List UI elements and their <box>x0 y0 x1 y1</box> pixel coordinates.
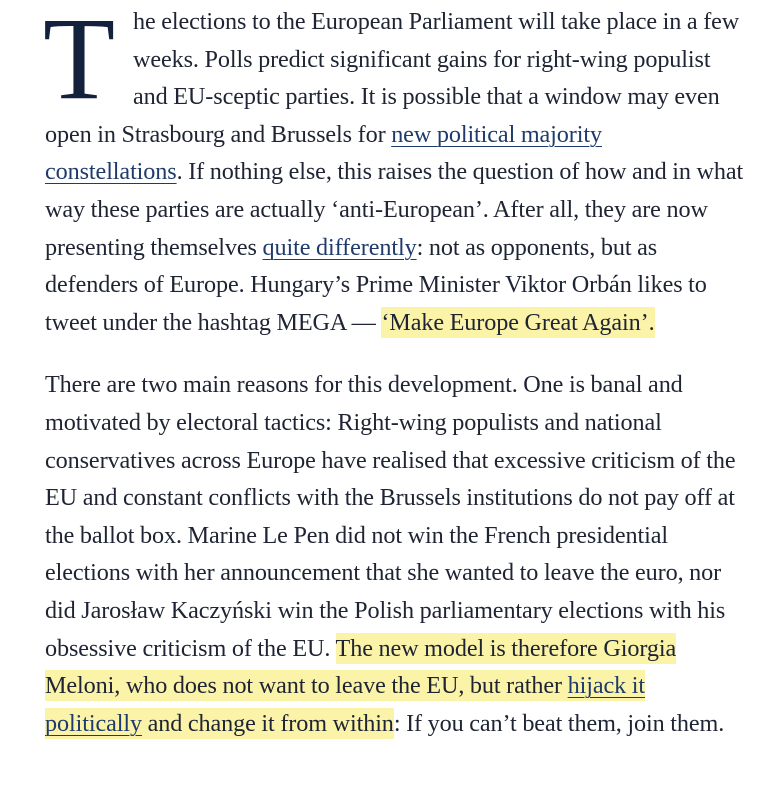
reasons-text-1: There are two main reasons for this development. One is banal and motivated by electoral tactics: Right-wing populists and national conservatives across Europe have realised that excessive criticism of the EU and constant conflicts with the Brussels institutions do not pay off at the ballot box. Marine Le Pen did not win the French presidential elections with her announcement that she wanted to leave the euro, nor did Jarosław Kaczyński win the Polish parliamentary elections with his obsessive criticism of the EU. <box>45 371 736 662</box>
intro-text-2: . If nothing else, this raises the question of how and in what way these parties are actually ‘anti-European’. After all, they are now presenting themselves <box>45 158 744 261</box>
link-quite-differently[interactable]: quite differently <box>262 233 417 261</box>
drop-cap: T <box>43 0 115 124</box>
link-new-political-majority-constellations[interactable]: new political majority constellations <box>45 120 602 186</box>
intro-text-1: he elections to the European Parliament will take place in a few weeks. Polls predict significant gains for right-wing populist and EU-sceptic parties. It is possible that a window may even open in Strasbourg and Brussels for <box>45 8 740 148</box>
paragraph-intro <box>45 0 745 341</box>
link-hijack-it-politically[interactable]: hijack it politically <box>45 672 646 737</box>
paragraph-reasons <box>45 366 745 742</box>
reasons-text-2: : If you can’t beat them, join them. <box>393 709 725 737</box>
highlight-meloni-text-1: The new model is therefore Giorgia Meloni, who does not want to leave the EU, but rather <box>45 634 677 700</box>
intro-text-3: : not as opponents, but as defenders of Europe. Hungary’s Prime Minister Viktor Orbán likes to tweet under the hashtag MEGA — <box>45 233 707 336</box>
highlight-meloni-text-2: and change it from within <box>141 709 394 737</box>
highlight-mega-slogan: ‘Make Europe Great Again’. <box>381 308 655 336</box>
article-body <box>45 0 745 742</box>
